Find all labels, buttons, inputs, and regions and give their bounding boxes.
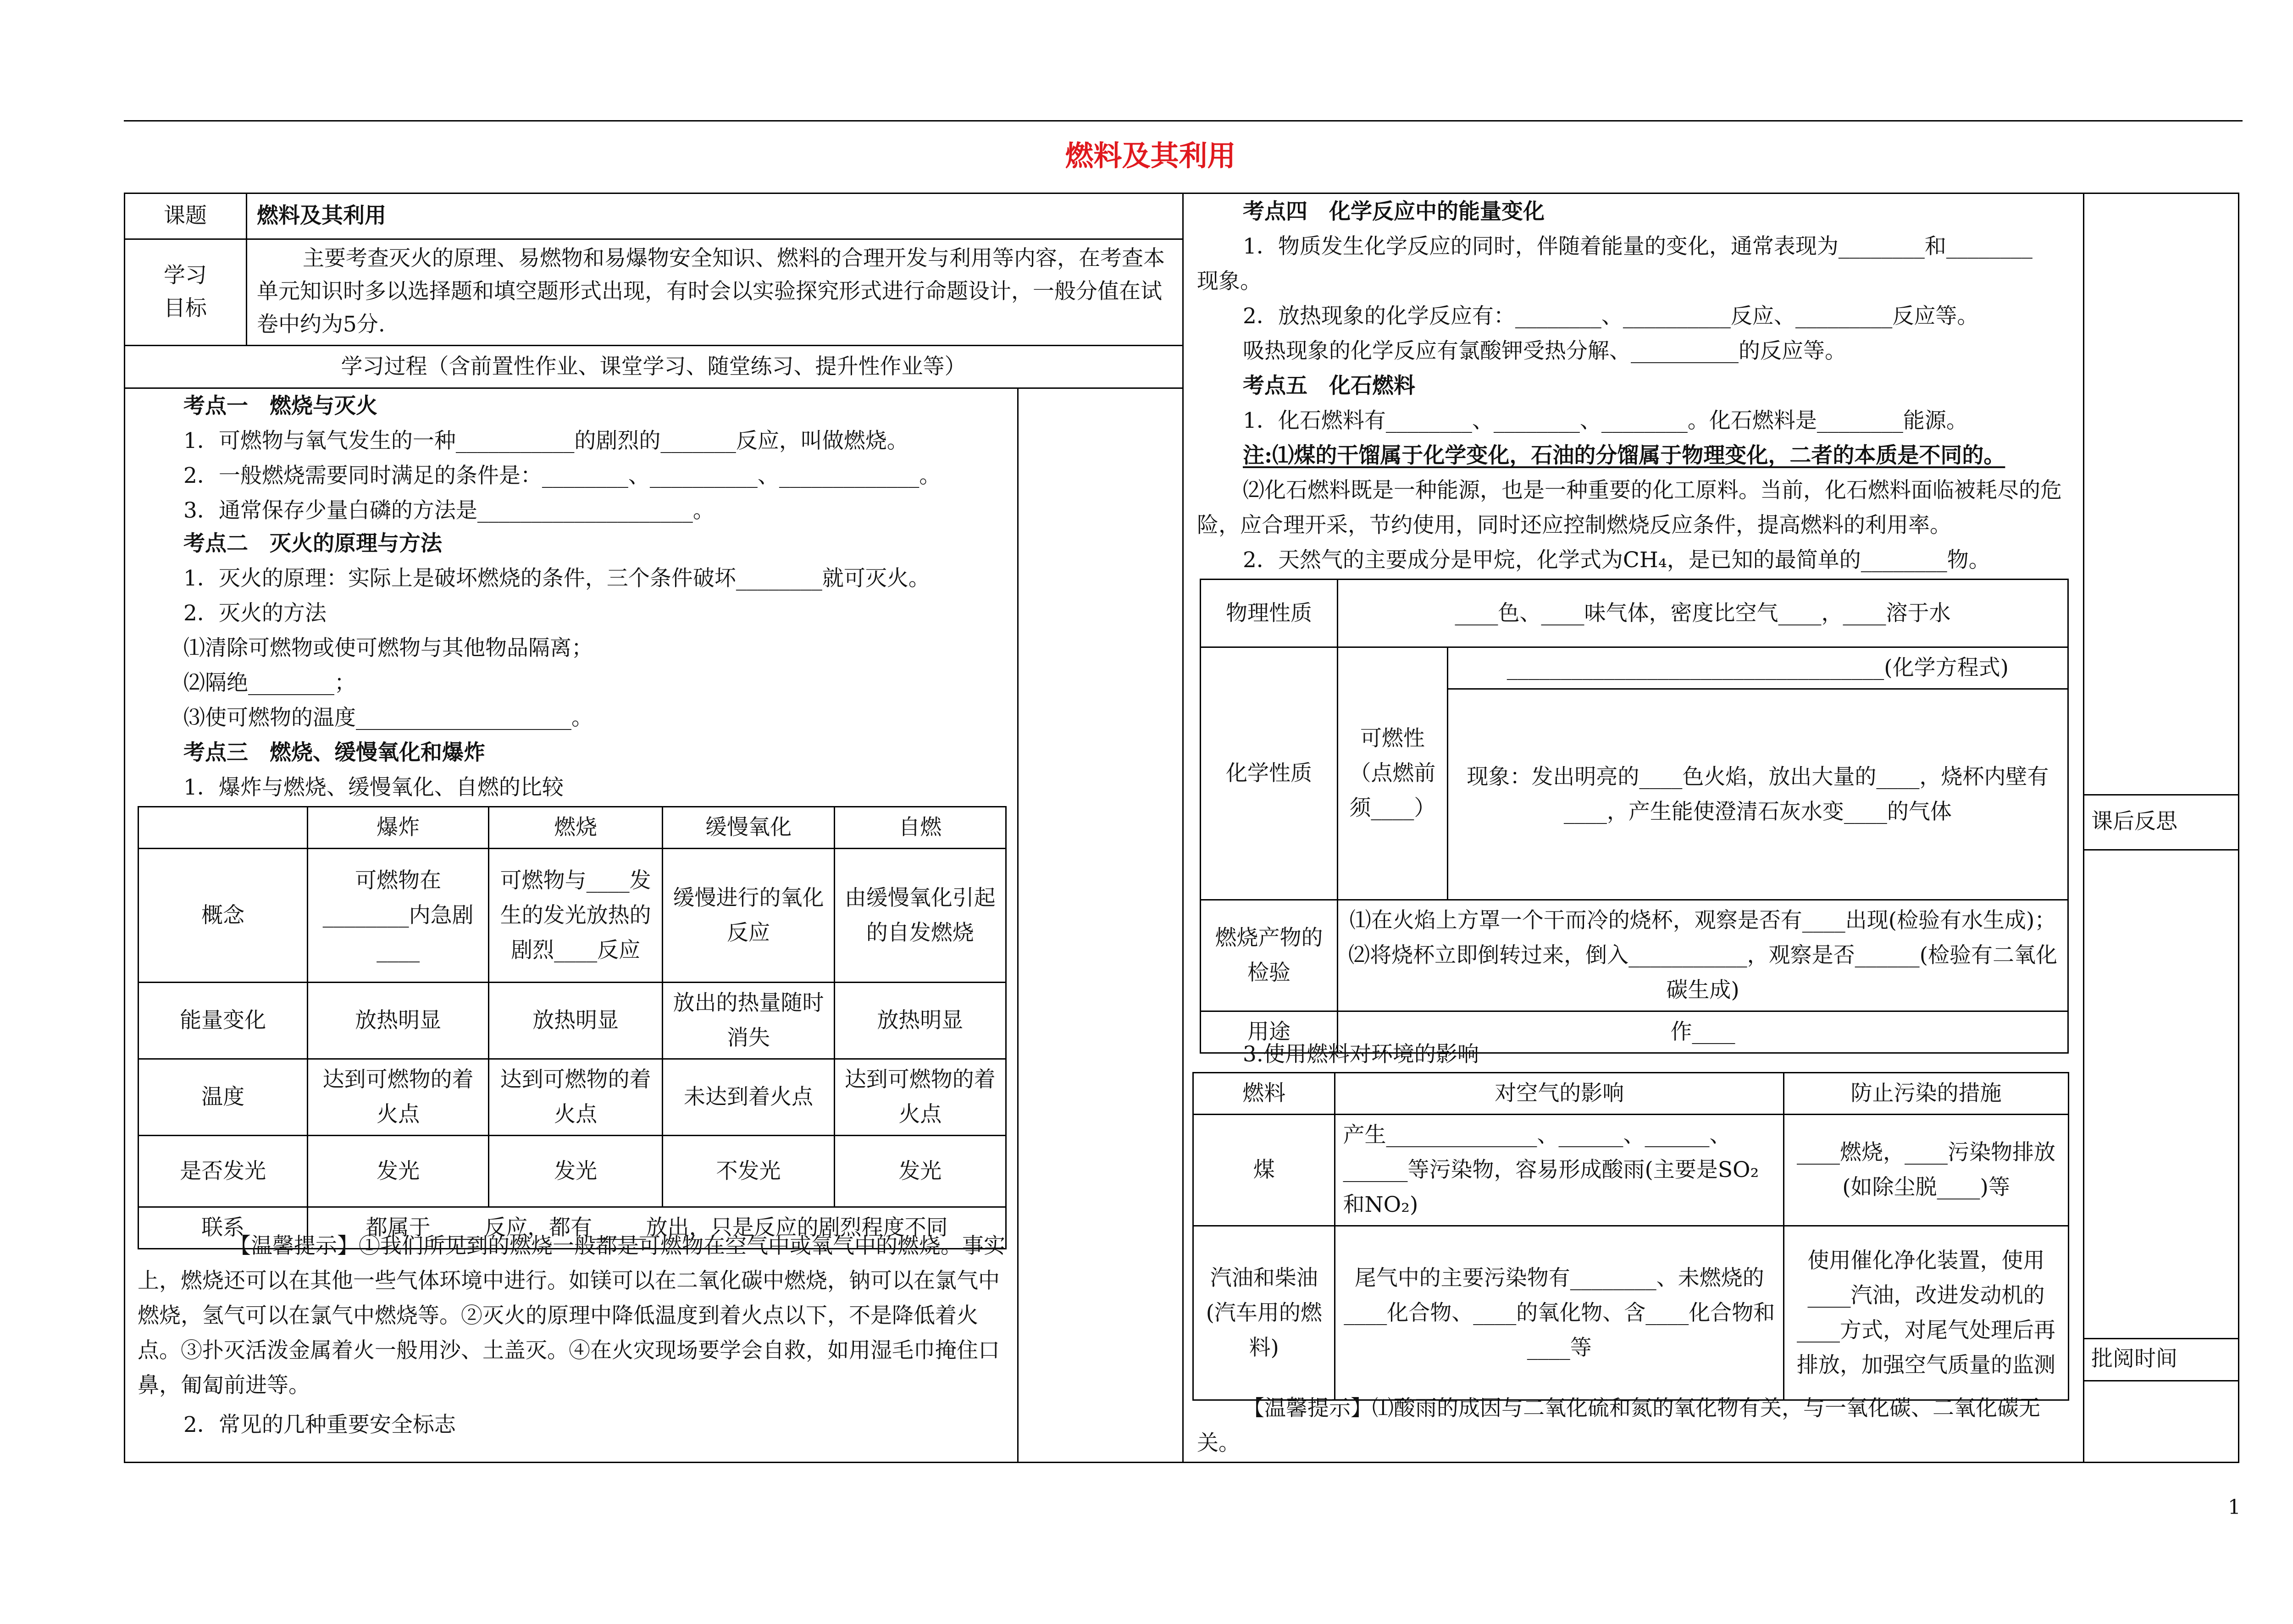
goal-label (125, 239, 246, 345)
table-cell: 未达到着火点 (663, 1059, 834, 1136)
topic-value: 燃料及其利用 (257, 203, 386, 228)
test-text: ⑴在火焰上方罩一个干而冷的烧杯，观察是否有____出现(检验有水生成)；⑵将烧杯立即倒转过来，倒入___________，观察是否______(检验有二氧化碳生成) (1338, 900, 2068, 1011)
comb-label: 可燃性（点燃前须____） (1338, 647, 1448, 900)
k4-line3: 吸热现象的化学反应有氯酸钾受热分解、__________的反应等。 (1243, 338, 1846, 364)
table-cell: 温度 (138, 1059, 308, 1136)
goal-text: 主要考查灭火的原理、易燃物和易爆物安全知识、燃料的合理开发与利用等内容，在考查本单元知识时多以选择题和填空题形式出现，有时会以实验探究形式进行命题设计，一般分值在试卷中约为5分. (257, 246, 1165, 337)
reflect-label: 课后反思 (2091, 809, 2177, 834)
table-cell: 概念 (138, 849, 308, 983)
goal-label-text: 学习目标 (164, 263, 207, 321)
table-cell: 发光 (488, 1136, 662, 1207)
frame-right (2238, 193, 2239, 1463)
table-cell: 放热明显 (834, 983, 1006, 1059)
topic-label: 课题 (164, 203, 207, 228)
phys-text: ____色、____味气体，密度比空气____，____溶于水 (1338, 580, 2068, 647)
table-cell: 可燃物在________内急剧____ (308, 849, 489, 983)
table-cell: 达到可燃物的着火点 (834, 1059, 1006, 1136)
coal-label: 煤 (1193, 1115, 1335, 1226)
k3-line1: 1．爆炸与燃烧、缓慢氧化、自燃的比较 (183, 775, 564, 800)
frame-side-left (2083, 193, 2084, 1463)
table-cell: 可燃物与____发生的发光放热的剧烈____反应 (488, 849, 662, 983)
k3-title: 考点三 燃烧、缓慢氧化和爆炸 (183, 740, 485, 765)
table-header: 燃烧 (488, 807, 662, 849)
k4-line1a: 1．物质发生化学反应的同时，伴随着能量的变化，通常表现为________和________ (1243, 234, 2033, 259)
phys-label: 物理性质 (1201, 580, 1338, 647)
table-cell: 达到可燃物的着火点 (308, 1059, 489, 1136)
k5-title: 考点五 化石燃料 (1243, 373, 1415, 398)
table-cell: 放出的热量随时消失 (663, 983, 834, 1059)
oil-effect: 尾气中的主要污染物有________、未燃烧的____化合物、____的氧化物、含____化合物和____等 (1335, 1226, 1784, 1400)
table-row (138, 1059, 1006, 1136)
k2-line5: ⑶使可燃物的温度____________________。 (183, 705, 593, 730)
env-header: 燃料 (1193, 1073, 1335, 1115)
coal-effect: 产生______________、______、______、______等污染物，容易形成酸雨(主要是SO₂和NO₂) (1335, 1115, 1784, 1226)
k5-line3: 3.使用燃料对环境的影响 (1243, 1042, 1479, 1067)
comparison-table (138, 806, 1007, 1249)
page-number: 1 (2228, 1496, 2241, 1519)
test-label: 燃烧产物的检验 (1201, 900, 1338, 1011)
k4-title: 考点四 化学反应中的能量变化 (1243, 199, 1545, 224)
link-label: 联系 (138, 1207, 308, 1249)
table-row (1193, 1226, 2069, 1400)
table-cell: 是否发光 (138, 1136, 308, 1207)
frame-bottom (124, 1462, 2239, 1463)
k2-line3: ⑴清除可燃物或使可燃物与其他物品隔离； (183, 635, 593, 661)
methane-table (1200, 579, 2069, 1054)
use-text: 作____ (1338, 1011, 2068, 1053)
table-header: 自燃 (834, 807, 1006, 849)
process-label: 学习过程（含前置性作业、课堂学习、随堂练习、提升性作业等） (341, 354, 966, 379)
table-cell: 发光 (308, 1136, 489, 1207)
k1-line1: 1．可燃物与氧气发生的一种___________的剧烈的_______反应，叫做燃烧。 (183, 428, 908, 453)
k4-line1b: 现象。 (1197, 269, 1262, 294)
right-tip: 【温馨提示】⑴酸雨的成因与二氧化硫和氮的氧化物有关，与一氧化碳、二氧化碳无关。 (1197, 1396, 2040, 1456)
table-row (1193, 1115, 2069, 1226)
link-text: 都属于_____反应，都有_____放出，只是反应的剧烈程度不同 (308, 1207, 1006, 1249)
equation: ___________________________________(化学方程式) (1447, 647, 2068, 689)
k2-line2: 2．灭火的方法 (183, 601, 327, 626)
table-cell: 不发光 (663, 1136, 834, 1207)
page-title: 燃料及其利用 (1065, 139, 1236, 172)
k1-line3: 3．通常保存少量白磷的方法是____________________。 (183, 498, 714, 523)
frame-col-divider (1182, 193, 1184, 1463)
k5-line2: 2．天然气的主要成分是甲烷，化学式为CH₄，是已知的最简单的________物。 (1243, 547, 1990, 573)
table-cell: 能量变化 (138, 983, 308, 1059)
env-header: 对空气的影响 (1335, 1073, 1784, 1115)
review-label: 批阅时间 (2091, 1346, 2177, 1371)
left-tip: 【温馨提示】①我们所见到的燃烧一般都是可燃物在空气中或氧气中的燃烧。事实上，燃烧还可以在其他一些气体环境中进行。如镁可以在二氧化碳中燃烧，钠可以在氯气中燃烧，氢气可以在氯气中燃烧等。②灭火的原理中降低温度到着火点以下，不是降低着火点。③扑灭活泼金属着火一般用沙、土盖灭。④在火灾现场要学会自救，如用湿毛巾掩住口鼻，匍匐前进等。 (138, 1233, 1005, 1398)
env-header: 防止污染的措施 (1784, 1073, 2069, 1115)
phenomenon: 现象：发出明亮的____色火焰，放出大量的____，烧杯内壁有____，产生能使澄清石灰水变____的气体 (1447, 689, 2068, 900)
k2-line4: ⑵隔绝________； (183, 670, 356, 696)
table-header: 爆炸 (308, 807, 489, 849)
table-cell: 放热明显 (308, 983, 489, 1059)
environment-table (1192, 1072, 2069, 1401)
k2-title: 考点二 灭火的原理与方法 (183, 531, 442, 556)
k4-line2: 2．放热现象的化学反应有：________、__________反应、_________反应等。 (1243, 304, 1979, 329)
oil-label: 汽油和柴油(汽车用的燃料) (1193, 1226, 1335, 1400)
table-row (138, 983, 1006, 1059)
top-rule (124, 120, 2243, 122)
k5-note1: 注:⑴煤的干馏属于化学变化，石油的分馏属于物理变化，二者的本质是不同的。 (1243, 443, 2005, 468)
table-row (138, 849, 1006, 983)
chem-label: 化学性质 (1201, 647, 1338, 900)
table-header: 缓慢氧化 (663, 807, 834, 849)
k1-title: 考点一 燃烧与灭火 (183, 393, 377, 419)
table-cell: 缓慢进行的氧化反应 (663, 849, 834, 983)
table-cell: 由缓慢氧化引起的自发燃烧 (834, 849, 1006, 983)
k5-note2: ⑵化石燃料既是一种能源，也是一种重要的化工原料。当前，化石燃料面临被耗尽的危险，应合理开采，节约使用，同时还应控制燃烧反应条件，提高燃料的利用率。 (1197, 478, 2062, 538)
table-header (138, 807, 308, 849)
oil-measure: 使用催化净化装置，使用____汽油，改进发动机的____方式，对尾气处理后再排放，加强空气质量的监测 (1784, 1226, 2069, 1400)
k1-line2: 2．一般燃烧需要同时满足的条件是：________、__________、_____________。 (183, 463, 941, 488)
coal-measure: ____燃烧，____污染物排放(如除尘脱____)等 (1784, 1115, 2069, 1226)
table-cell: 发光 (834, 1136, 1006, 1207)
table-row (138, 1136, 1006, 1207)
table-cell: 达到可燃物的着火点 (488, 1059, 662, 1136)
k5-line1: 1．化石燃料有________、________、________。化石燃料是________能源。 (1243, 408, 1968, 433)
k2-line1: 1．灭火的原理：实际上是破坏燃烧的条件，三个条件破坏________就可灭火。 (183, 566, 930, 591)
use-label: 用途 (1201, 1011, 1338, 1053)
table-cell: 放热明显 (488, 983, 662, 1059)
k3-line2: 2．常见的几种重要安全标志 (183, 1412, 456, 1437)
